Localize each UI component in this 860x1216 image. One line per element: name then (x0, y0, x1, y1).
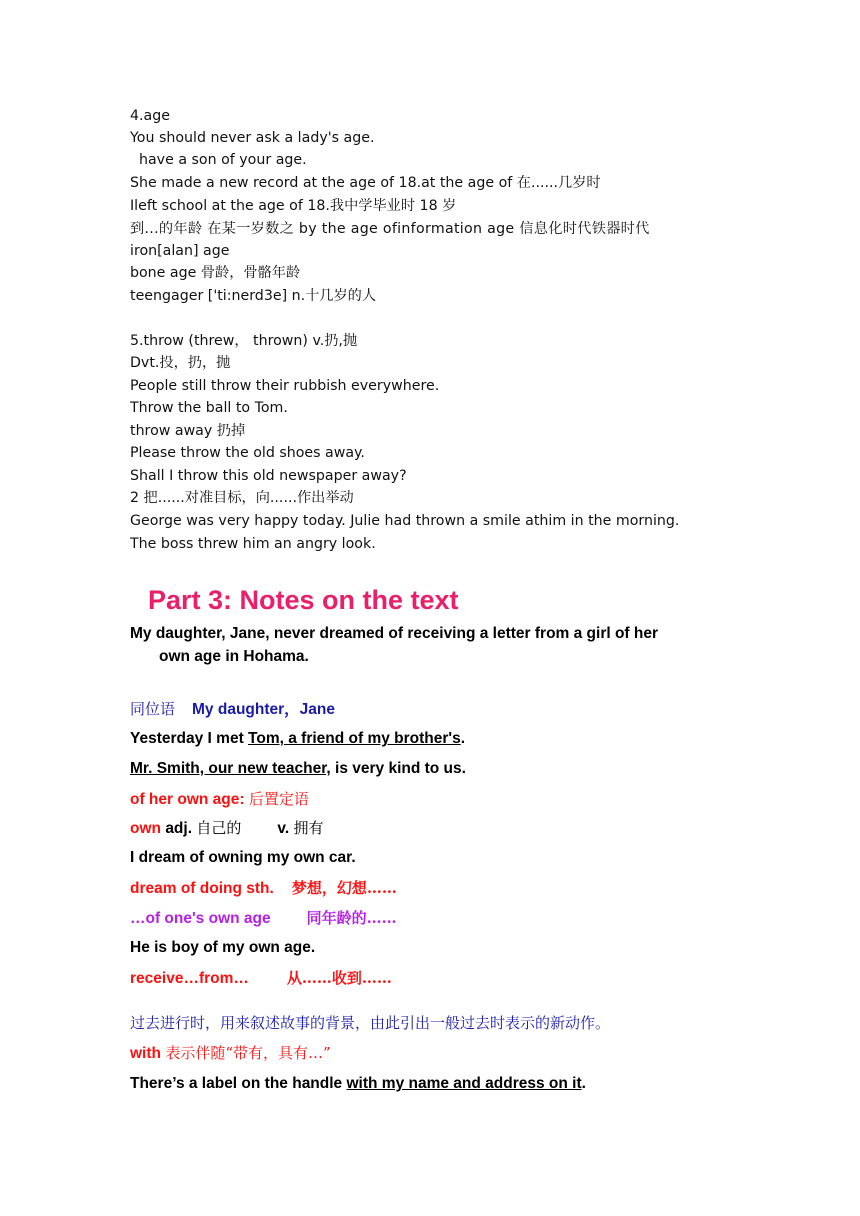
receive-line (130, 968, 392, 989)
age-heading: 4.age (130, 108, 170, 124)
own-pos-v: v. (277, 820, 290, 837)
receive-term: receive…from… (130, 970, 249, 987)
with-word: with (130, 1045, 161, 1062)
ones-age-term: …of one's own age (130, 910, 271, 927)
appositive-example: My daughter，Jane (192, 701, 335, 718)
dream-term: dream of doing sth. (130, 880, 274, 897)
throw-example-5: Please throw the old shoes away. (130, 445, 365, 461)
example-car: I dream of owning my own car. (130, 849, 356, 866)
age-example-1: You should never ask a lady's age. (130, 130, 375, 146)
receive-meaning: 从……收到…… (286, 969, 392, 987)
throw-heading: 5.throw (threw， thrown) v.扔,抛 (130, 333, 358, 349)
own-adj-meaning: 自己的 (196, 819, 242, 837)
example-label (130, 1074, 586, 1094)
example-smith-post: is very kind to us. (330, 760, 466, 777)
part3-title: Part 3: Notes on the text (148, 585, 459, 615)
example-tom-underlined: Tom, a friend of my brother's (248, 730, 461, 747)
age-example-4: Ileft school at the age of 18.我中学毕业时 18 岁 (130, 198, 457, 214)
own-word: own (130, 820, 161, 837)
postmodifier-line (130, 789, 309, 810)
key-sentence-line-1: My daughter, Jane, never dreamed of receiving a letter from a girl of her (130, 625, 659, 642)
throw-example-7: 2 把......对准目标，向......作出举动 (130, 490, 354, 506)
throw-example-4: throw away 扔掉 (130, 423, 246, 439)
own-v-meaning: 拥有 (293, 819, 324, 837)
dream-line (130, 878, 397, 899)
example-label-pre: There’s a label on the handle (130, 1075, 347, 1092)
ones-age-meaning: 同年龄的…… (306, 909, 397, 927)
with-meaning: 表示伴随“带有，具有…” (165, 1044, 331, 1062)
age-example-6: iron[alan] age (130, 243, 230, 259)
ones-age-line (130, 908, 397, 929)
appositive-line (130, 699, 335, 720)
throw-example-6: Shall I throw this old newspaper away? (130, 468, 407, 484)
example-tom (130, 729, 465, 749)
own-line (130, 818, 323, 839)
throw-example-3: Throw the ball to Tom. (130, 400, 288, 416)
own-pos-adj: adj. (165, 820, 193, 837)
appositive-label: 同位语 (130, 700, 176, 718)
throw-example-9: The boss threw him an angry look. (130, 536, 376, 552)
age-example-5: 到...的年龄 在某一岁数之 by the age ofinformation age 信息化时代铁器时代 (130, 221, 650, 237)
example-smith-underlined: Mr. Smith, our new teacher, (130, 760, 331, 777)
age-example-3: She made a new record at the age of 18.at the age of 在......几岁时 (130, 175, 601, 191)
age-example-7: bone age 骨龄，骨骼年龄 (130, 265, 301, 281)
example-label-post: . (581, 1075, 586, 1092)
age-example-8: teengager ['ti:nerd3e] n.十几岁的人 (130, 288, 377, 304)
example-smith (130, 759, 466, 779)
throw-example-1: Dvt.投，扔，抛 (130, 355, 231, 371)
age-example-2: have a son of your age. (139, 152, 307, 168)
with-line (130, 1043, 331, 1064)
throw-example-8: George was very happy today. Julie had thrown a smile athim in the morning. (130, 513, 680, 529)
example-boy: He is boy of my own age. (130, 939, 316, 956)
past-continuous-text: 过去进行时，用来叙述故事的背景，由此引出一般过去时表示的新动作。 (130, 1014, 611, 1032)
example-tom-post: . (460, 730, 466, 747)
dream-meaning: 梦想，幻想…… (291, 879, 397, 897)
throw-example-2: People still throw their rubbish everywhere. (130, 378, 440, 394)
example-tom-pre: Yesterday I met (130, 730, 249, 747)
example-label-underlined: with my name and address on it (346, 1075, 582, 1092)
postmodifier-meaning: 后置定语 (248, 790, 309, 808)
postmodifier-term: of her own age: (130, 791, 245, 808)
past-continuous-note (130, 1013, 610, 1034)
key-sentence-line-2: own age in Hohama. (159, 648, 309, 665)
